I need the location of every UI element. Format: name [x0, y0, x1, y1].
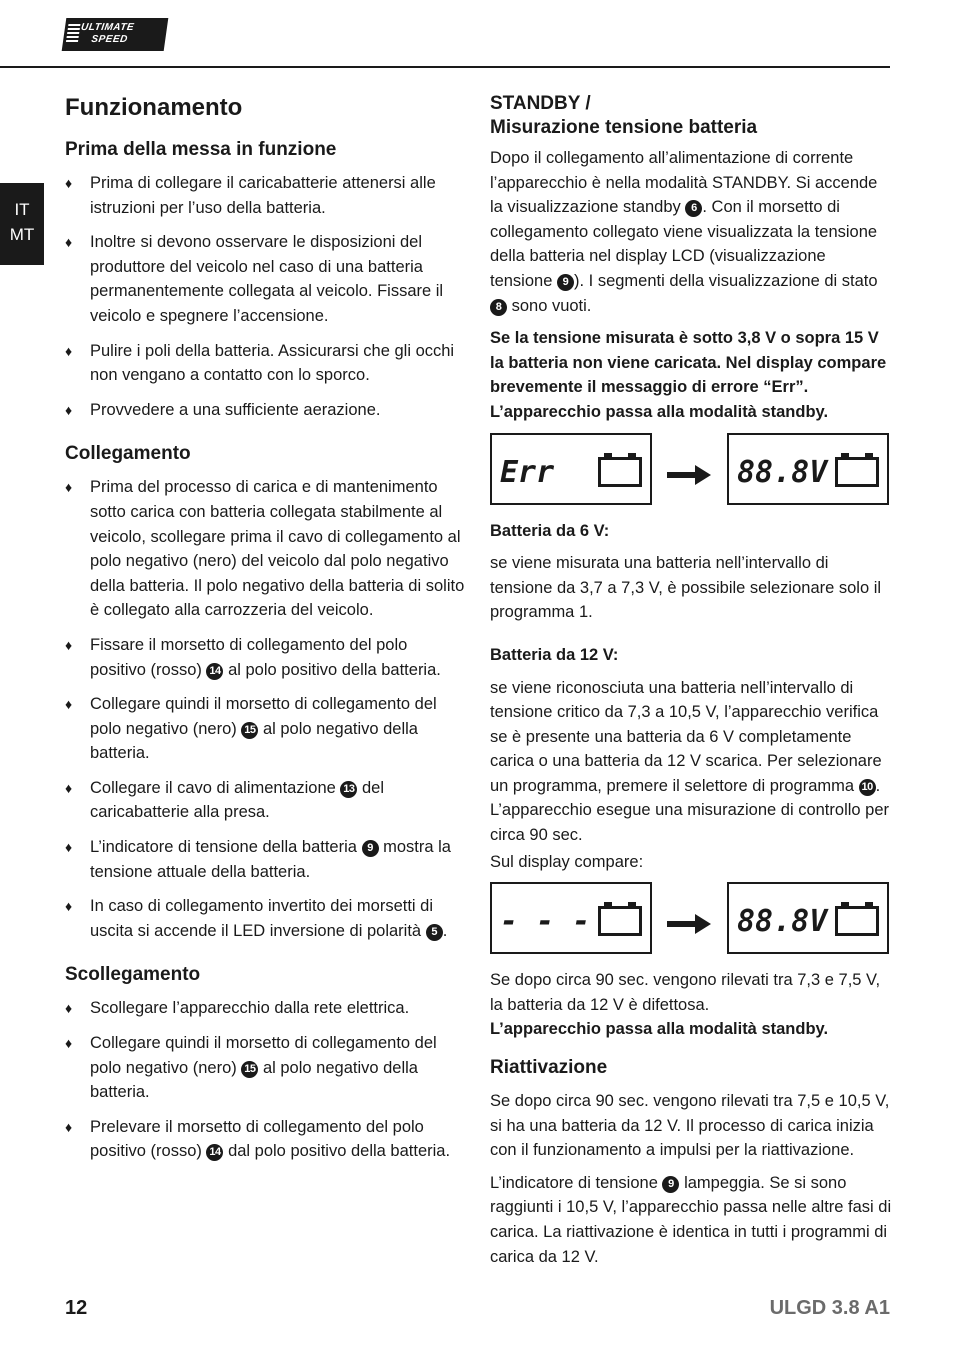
- paragraph-12v: [490, 676, 892, 848]
- item-text: In caso di collegamento invertito dei morsetti di uscita si accende il LED inversione di polarità: [90, 897, 434, 940]
- item-text: Collegare il cavo di alimentazione: [90, 778, 336, 797]
- list-item: [65, 1115, 465, 1164]
- page-number: 12: [65, 1297, 88, 1319]
- ref-number-badge: 9: [662, 1176, 679, 1193]
- battery-icon: [598, 457, 642, 487]
- list-item: ♦ Prima di collegare il caricabatterie attenersi alle istruzioni per l’uso della batteria.: [65, 171, 465, 220]
- section-heading-riattivazione: Riattivazione: [490, 1057, 608, 1079]
- display-sequence-check: [490, 882, 892, 960]
- lcd-text: Err: [500, 454, 555, 490]
- ref-number-badge: 5: [426, 924, 443, 941]
- arrow-right-icon: [667, 463, 703, 475]
- item-text: mostra la tensione attuale della batteria.: [90, 838, 451, 881]
- language-tab: [0, 183, 44, 265]
- lcd-display: [727, 433, 889, 505]
- logo-line2: SPEED: [90, 34, 129, 45]
- display-sequence-error: [490, 433, 892, 511]
- para-text: L’indicatore di tensione: [490, 1173, 658, 1192]
- paragraph-riattivazione: Se dopo circa 90 sec. vengono rilevati tra 7,5 e 10,5 V, si ha una batteria da 12 V. Il processo di carica inizia con il funzionamento a impulsi per la riattivazione.: [490, 1092, 890, 1160]
- para-text: se viene riconosciuta una batteria nell’intervallo di tensione critico da 7,3 a 10,5 V, l’apparecchio verifica se è presente una batteria da 6 V completamente carica o una batteria da 12 V scarica. Per selezionare un programma, premere il selettore di programma: [490, 678, 882, 795]
- ref-number-badge: 9: [362, 840, 379, 857]
- paragraph-warning: Se la tensione misurata è sotto 3,8 V o sopra 15 V la batteria non viene caricata. Nel display compare brevemente il messaggio di errore “Err”. L’apparecchio passa alla modalità standby.: [490, 329, 887, 421]
- list-item: [65, 894, 465, 943]
- right-column: [490, 92, 892, 1277]
- list-scollegamento: [65, 996, 465, 1164]
- item-text: al polo negativo della batteria.: [90, 1058, 418, 1102]
- lang-mt: MT: [9, 225, 35, 244]
- lcd-text: 88.8V: [737, 454, 828, 490]
- list-item: ♦ Provvedere a una sufficiente aerazione.: [65, 398, 465, 423]
- section-heading-scollegamento: Scollegamento: [65, 964, 201, 986]
- lang-it: IT: [14, 200, 30, 219]
- paragraph-defective: Se dopo circa 90 sec. vengono rilevati tra 7,3 e 7,5 V, la batteria da 12 V è difettosa.: [490, 971, 881, 1014]
- section-heading-standby: [490, 92, 892, 140]
- paragraph-indicator: [490, 1171, 892, 1269]
- list-item: [65, 633, 465, 682]
- ref-number-badge: 13: [340, 781, 357, 798]
- list-item: ♦ Inoltre si devono osservare le disposizioni del produttore del veicolo nel caso di una batteria permanentemente collegata al veicolo. Fissare il veicolo e spegnere l’accensione.: [65, 230, 465, 328]
- item-text: al polo positivo della batteria.: [228, 660, 441, 679]
- list-item: ♦ Pulire i poli della batteria. Assicurarsi che gli occhi non vengano a contatto con lo sporco.: [65, 339, 465, 388]
- para-text: sono vuoti.: [511, 296, 592, 315]
- paragraph-standby: [490, 146, 892, 318]
- ref-number-badge: 14: [206, 1144, 223, 1161]
- paragraph-standby-note: L’apparecchio passa alla modalità standby.: [490, 1020, 829, 1039]
- list-item: [65, 1031, 465, 1105]
- header-rule: [0, 66, 890, 68]
- lcd-text: - - -: [500, 904, 591, 940]
- ref-number-badge: 15: [241, 1061, 258, 1078]
- para-text: Dopo il collegamento all’alimentazione di corrente l’apparecchio è nella modalità STANDBY. Si accende la visualizzazione standby: [490, 149, 878, 217]
- lcd-display: [490, 433, 652, 505]
- ref-number-badge: 9: [557, 274, 574, 291]
- item-text: del caricabatterie alla presa.: [90, 778, 385, 822]
- item-text: Prelevare il morsetto di collegamento del polo positivo (rosso): [90, 1117, 424, 1161]
- item-text: L’indicatore di tensione della batteria: [90, 838, 357, 857]
- page-title: Funzionamento: [65, 94, 243, 121]
- subheading-12v: Batteria da 12 V:: [490, 645, 619, 664]
- subheading-6v: Batteria da 6 V:: [490, 521, 610, 540]
- ref-number-badge: 8: [490, 299, 507, 316]
- item-text: al polo negativo della batteria.: [90, 719, 418, 763]
- ref-number-badge: 15: [241, 722, 258, 739]
- para-text: . L’apparecchio esegue una misurazione di controllo per circa 90 sec.: [490, 776, 890, 845]
- list-item: ♦ Scollegare l’apparecchio dalla rete elettrica.: [65, 996, 465, 1021]
- paragraph-display-shows: Sul display compare:: [490, 852, 644, 871]
- list-prima: [65, 171, 465, 422]
- arrow-right-icon: [667, 912, 703, 924]
- heading-line: Misurazione tensione batteria: [490, 117, 758, 138]
- left-column: [65, 92, 465, 1184]
- list-item: [65, 692, 465, 766]
- item-text: dal polo positivo della batteria.: [228, 1142, 451, 1161]
- item-text: Fissare il morsetto di collegamento del polo positivo (rosso): [90, 635, 408, 679]
- item-text: Collegare quindi il morsetto di collegamento del polo negativo (nero): [90, 1034, 437, 1077]
- model-name: ULGD 3.8 A1: [769, 1297, 890, 1319]
- battery-icon: [835, 906, 879, 936]
- list-item: [65, 776, 465, 825]
- section-heading-collegamento: Collegamento: [65, 443, 191, 465]
- para-text: ). I segmenti della visualizzazione di stato: [573, 271, 878, 290]
- para-text: lampeggia. Se si sono raggiunti i 10,5 V, l’apparecchio passa nelle altre fasi di carica. La riattivazione è identica in tutti i programmi di carica da 12 V.: [490, 1173, 892, 1266]
- para-text: . Con il morsetto di collegamento collegato viene visualizzata la tensione della batteria nel display LCD (visualizzazione tensione: [490, 198, 878, 290]
- heading-line: STANDBY /: [490, 93, 591, 114]
- battery-icon: [835, 457, 879, 487]
- item-text: Collegare quindi il morsetto di collegamento del polo negativo (nero): [90, 695, 437, 738]
- list-item: ♦ Prima del processo di carica e di mantenimento sotto carica con batteria collegata stabilmente al veicolo, scollegare prima il cavo di collegamento al polo negativo (nero) del veicolo dal polo negativo della batteria. Il polo negativo della batteria di solito è collegato alla carrozzeria del veicolo.: [65, 475, 465, 623]
- lcd-display: [490, 882, 652, 954]
- brand-logo: [62, 18, 169, 51]
- logo-line1: ULTIMATE: [80, 22, 135, 33]
- ref-number-badge: 14: [206, 663, 223, 680]
- list-item: [65, 835, 465, 884]
- lcd-display: [727, 882, 889, 954]
- item-text: .: [442, 921, 448, 940]
- section-heading-prima: Prima della messa in funzione: [65, 139, 337, 160]
- paragraph-6v: se viene misurata una batteria nell’intervallo di tensione da 3,7 a 7,3 V, è possibile selezionare solo il programma 1.: [490, 554, 882, 622]
- lcd-text: 88.8V: [737, 904, 828, 940]
- list-collegamento: [65, 475, 465, 943]
- ref-number-badge: 10: [859, 779, 876, 796]
- battery-icon: [598, 906, 642, 936]
- ref-number-badge: 6: [685, 200, 702, 217]
